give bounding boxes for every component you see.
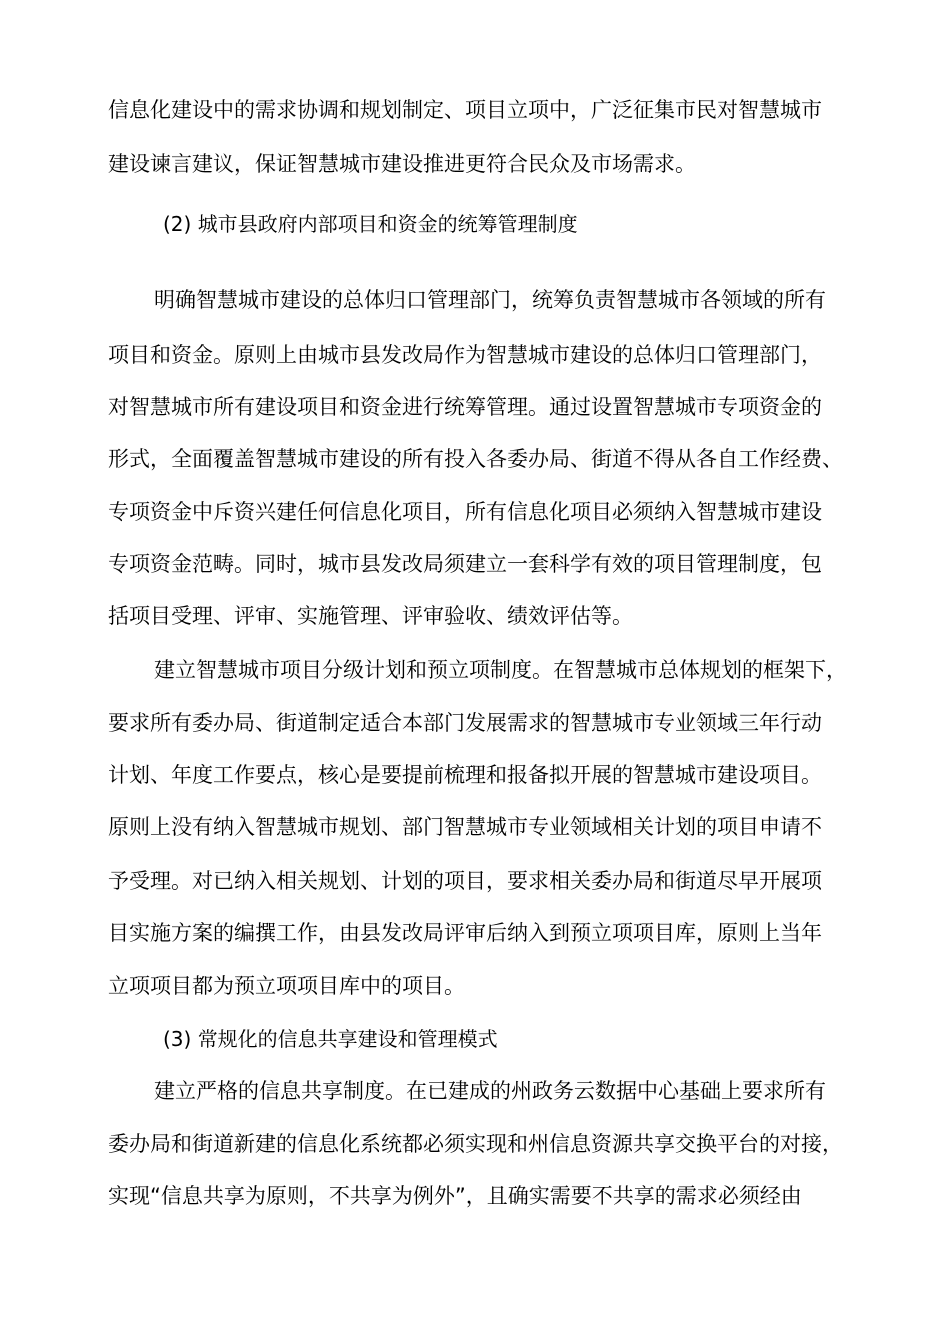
paragraph-line: 要求所有委办局、街道制定适合本部门发展需求的智慧城市专业领域三年行动	[108, 711, 822, 735]
paragraph-line: 委办局和街道新建的信息化系统都必须实现和州信息资源共享交换平台的对接，	[108, 1132, 843, 1156]
paragraph-line: 明确智慧城市建设的总体归口管理部门，统筹负责智慧城市各领域的所有	[154, 288, 826, 312]
paragraph-line: 对智慧城市所有建设项目和资金进行统筹管理。通过设置智慧城市专项资金的	[108, 395, 822, 419]
paragraph-line: 括项目受理、评审、实施管理、评审验收、绩效评估等。	[108, 604, 633, 628]
paragraph-line: 专项资金中斥资兴建任何信息化项目，所有信息化项目必须纳入智慧城市建设	[108, 500, 822, 524]
section-heading: (3) 常规化的信息共享建设和管理模式	[163, 1027, 498, 1051]
paragraph-line: 专项资金范畴。同时，城市县发改局须建立一套科学有效的项目管理制度，包	[108, 552, 822, 576]
paragraph-line: 予受理。对已纳入相关规划、计划的项目，要求相关委办局和街道尽早开展项	[108, 869, 822, 893]
paragraph-line: 建立智慧城市项目分级计划和预立项制度。在智慧城市总体规划的框架下，	[154, 658, 847, 682]
paragraph-line: 实现“信息共享为原则，不共享为例外”，且确实需要不共享的需求必须经由	[108, 1184, 802, 1208]
paragraph-line: 建设谏言建议，保证智慧城市建设推进更符合民众及市场需求。	[108, 152, 696, 176]
paragraph-line: 原则上没有纳入智慧城市规划、部门智慧城市专业领域相关计划的项目申请不	[108, 815, 822, 839]
paragraph-line: 形式，全面覆盖智慧城市建设的所有投入各委办局、街道不得从各自工作经费、	[108, 447, 843, 471]
paragraph-line: 项目和资金。原则上由城市县发改局作为智慧城市建设的总体归口管理部门，	[108, 343, 822, 367]
paragraph-line: 信息化建设中的需求协调和规划制定、项目立项中，广泛征集市民对智慧城市	[108, 98, 822, 122]
section-heading: (2) 城市县政府内部项目和资金的统筹管理制度	[163, 212, 578, 236]
paragraph-line: 建立严格的信息共享制度。在已建成的州政务云数据中心基础上要求所有	[154, 1079, 826, 1103]
paragraph-line: 目实施方案的编撰工作，由县发改局评审后纳入到预立项项目库，原则上当年	[108, 921, 822, 945]
paragraph-line: 计划、年度工作要点，核心是要提前梳理和报备拟开展的智慧城市建设项目。	[108, 763, 822, 787]
paragraph-line: 立项项目都为预立项项目库中的项目。	[108, 974, 465, 998]
